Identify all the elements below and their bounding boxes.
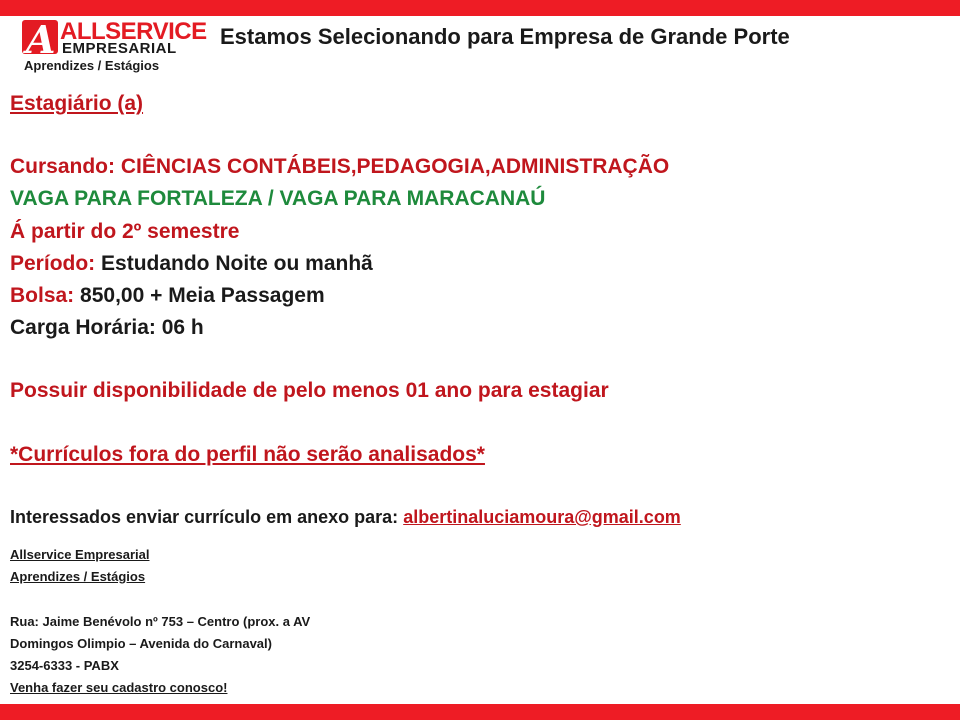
logo-subtitle: EMPRESARIAL (62, 40, 177, 57)
period-value: Estudando Noite ou manhã (101, 252, 373, 275)
job-title: Estagiário (a) (10, 92, 144, 115)
grant-line (10, 284, 325, 308)
bottom-red-bar (0, 704, 960, 720)
footer-address-line1: Rua: Jaime Benévolo nº 753 – Centro (prox. a AV (10, 614, 311, 629)
workload-line: Carga Horária: 06 h (10, 316, 204, 339)
footer-tagline: Aprendizes / Estágios (10, 569, 146, 584)
email-link[interactable]: albertinaluciamoura@gmail.com (403, 507, 681, 527)
company-logo (22, 17, 207, 76)
course-line (10, 155, 669, 179)
semester-line: Á partir do 2º semestre (10, 220, 240, 243)
footer-phone: 3254-6333 - PABX (10, 658, 119, 673)
footer-address-line2: Domingos Olimpio – Avenida do Carnaval) (10, 636, 272, 651)
apply-line (10, 507, 681, 528)
footer-company: Allservice Empresarial (10, 547, 150, 562)
logo-mark-letter: A (26, 17, 56, 62)
top-red-bar (0, 0, 960, 16)
page-headline: Estamos Selecionando para Empresa de Grande Porte (220, 24, 790, 49)
course-value: CIÊNCIAS CONTÁBEIS,PEDAGOGIA,ADMINISTRAÇÃO (120, 155, 670, 178)
logo-mark-box (22, 17, 58, 62)
warning-line: *Currículos fora do perfil não serão analisados* (10, 443, 485, 466)
logo-tagline: Aprendizes / Estágios (24, 58, 160, 73)
logo-name: ALLSERVICE (60, 18, 207, 45)
period-label: Período: (10, 252, 96, 275)
grant-value: 850,00 + Meia Passagem (80, 284, 325, 307)
period-line (10, 252, 373, 276)
availability-line: Possuir disponibilidade de pelo menos 01 ano para estagiar (10, 379, 609, 402)
apply-text: Interessados enviar currículo em anexo para: (10, 507, 399, 527)
footer-cta: Venha fazer seu cadastro conosco! (10, 680, 228, 695)
grant-label: Bolsa: (10, 284, 75, 307)
course-label: Cursando: (10, 155, 115, 178)
location-line: VAGA PARA FORTALEZA / VAGA PARA MARACANAÚ (10, 187, 546, 210)
